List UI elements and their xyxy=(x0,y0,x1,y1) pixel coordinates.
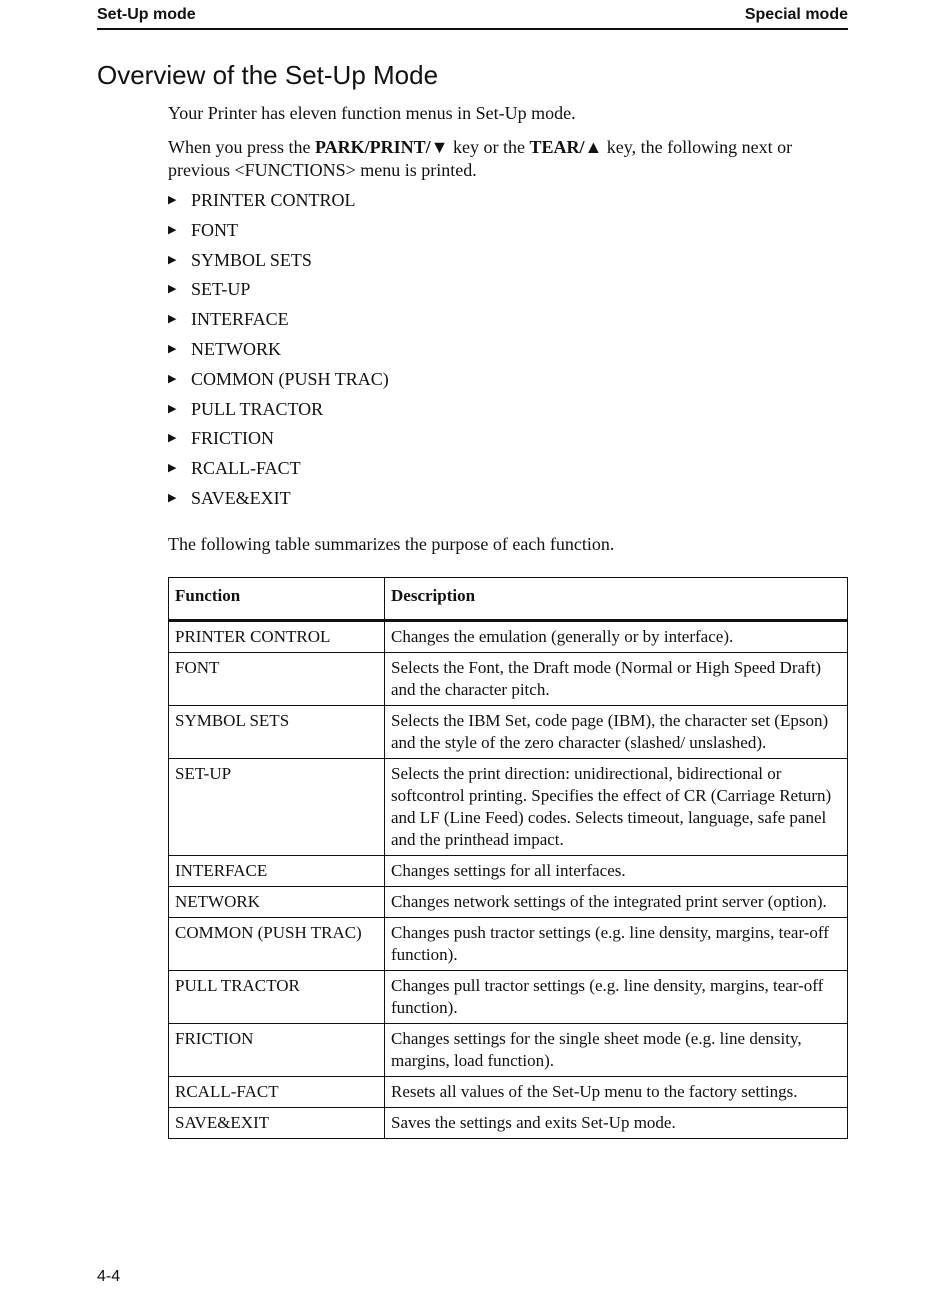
bullet-arrow-icon: ▶ xyxy=(168,402,177,415)
up-arrow-icon: ▲ xyxy=(584,137,603,157)
bullet-arrow-icon: ▶ xyxy=(168,313,177,326)
description-cell: Changes settings for the single sheet mode (e.g. line density, margins, load function). xyxy=(385,1024,848,1077)
function-cell: INTERFACE xyxy=(169,856,385,887)
function-cell: PRINTER CONTROL xyxy=(169,621,385,653)
bullet-arrow-icon: ▶ xyxy=(168,283,177,296)
table-header-row xyxy=(169,578,848,621)
bullet-arrow-icon: ▶ xyxy=(168,491,177,504)
function-cell: COMMON (PUSH TRAC) xyxy=(169,918,385,971)
header-chapter: Special mode xyxy=(744,6,848,23)
menu-item-label: PRINTER CONTROL xyxy=(191,190,356,210)
header-section: Set-Up mode xyxy=(97,6,196,23)
table-row xyxy=(169,887,848,918)
list-item xyxy=(168,397,389,427)
list-item xyxy=(168,337,389,367)
description-cell: Changes push tractor settings (e.g. line density, margins, tear-off function). xyxy=(385,918,848,971)
list-item xyxy=(168,218,389,248)
table-row xyxy=(169,971,848,1024)
keys-text-1: When you press the xyxy=(168,137,315,157)
description-cell: Resets all values of the Set-Up menu to the factory settings. xyxy=(385,1077,848,1108)
table-intro: The following table summarizes the purpose of each function. xyxy=(168,534,615,554)
bullet-arrow-icon: ▶ xyxy=(168,342,177,355)
down-arrow-icon: ▼ xyxy=(430,137,449,157)
menu-item-label: FONT xyxy=(191,219,239,240)
list-item xyxy=(168,307,389,337)
page-title: Overview of the Set-Up Mode xyxy=(97,60,439,90)
function-cell: SYMBOL SETS xyxy=(169,706,385,759)
list-item xyxy=(168,248,389,278)
table-row xyxy=(169,706,848,759)
menu-item-label: INTERFACE xyxy=(191,309,289,330)
menu-item-label: SAVE&EXIT xyxy=(191,487,291,508)
function-cell: RCALL-FACT xyxy=(169,1077,385,1108)
description-cell: Saves the settings and exits Set-Up mode. xyxy=(385,1108,848,1139)
park-print-key: PARK/PRINT/ xyxy=(314,137,431,157)
menu-item-label: COMMON (PUSH TRAC) xyxy=(191,368,389,389)
table-row xyxy=(169,759,848,856)
list-item xyxy=(168,188,389,218)
bullet-arrow-icon: ▶ xyxy=(168,372,177,385)
menu-item-label: NETWORK xyxy=(191,338,281,359)
keys-text-2: key or the xyxy=(448,137,530,157)
table-row xyxy=(169,621,848,653)
table-row xyxy=(169,918,848,971)
list-item xyxy=(168,277,389,307)
menu-item-label: SYMBOL SETS xyxy=(191,249,312,270)
table-row xyxy=(169,653,848,706)
column-header-description: Description xyxy=(385,578,848,621)
description-cell: Selects the print direction: unidirectional, bidirectional or softcontrol printing. Specifies the effect of CR (Carriage Return) and LF (Line Feed) codes. Selects timeout, language, safe panel and the printhead impact. xyxy=(385,759,848,856)
function-cell: PULL TRACTOR xyxy=(169,971,385,1024)
description-cell: Changes settings for all interfaces. xyxy=(385,856,848,887)
description-cell: Changes network settings of the integrated print server (option). xyxy=(385,887,848,918)
description-cell: Selects the Font, the Draft mode (Normal or High Speed Draft) and the character pitch. xyxy=(385,653,848,706)
list-item xyxy=(168,426,389,456)
table-row xyxy=(169,1077,848,1108)
page-header xyxy=(97,6,848,30)
list-item xyxy=(168,367,389,397)
bullet-arrow-icon: ▶ xyxy=(168,462,177,475)
column-header-function: Function xyxy=(169,578,385,621)
list-item xyxy=(168,486,389,516)
function-table xyxy=(168,577,848,1139)
intro-paragraph: Your Printer has eleven function menus in Set-Up mode. xyxy=(168,103,576,123)
bullet-arrow-icon: ▶ xyxy=(168,432,177,445)
description-cell: Selects the IBM Set, code page (IBM), the character set (Epson) and the style of the zero character (slashed/ unslashed). xyxy=(385,706,848,759)
menu-item-label: PULL TRACTOR xyxy=(191,398,324,419)
keys-text-3: key, the following next or previous <FUNCTIONS> menu is printed. xyxy=(168,137,793,180)
description-cell: Changes pull tractor settings (e.g. line density, margins, tear-off function). xyxy=(385,971,848,1024)
menu-list xyxy=(168,188,389,516)
function-cell: FRICTION xyxy=(169,1024,385,1077)
bullet-arrow-icon: ▶ xyxy=(168,223,177,236)
table-row xyxy=(169,856,848,887)
page-number: 4-4 xyxy=(97,1268,121,1285)
function-cell: SET-UP xyxy=(169,759,385,856)
list-item xyxy=(168,456,389,486)
keys-paragraph xyxy=(168,136,858,182)
description-cell: Changes the emulation (generally or by interface). xyxy=(385,621,848,653)
function-cell: FONT xyxy=(169,653,385,706)
menu-item-label: SET-UP xyxy=(191,279,251,300)
bullet-arrow-icon: ▶ xyxy=(168,194,177,206)
function-cell: NETWORK xyxy=(169,887,385,918)
menu-item-label: RCALL-FACT xyxy=(191,458,301,479)
bullet-arrow-icon: ▶ xyxy=(168,253,177,266)
function-cell: SAVE&EXIT xyxy=(169,1108,385,1139)
menu-item-label: FRICTION xyxy=(191,428,275,449)
table-row xyxy=(169,1108,848,1139)
tear-key: TEAR/ xyxy=(529,137,585,157)
table-row xyxy=(169,1024,848,1077)
